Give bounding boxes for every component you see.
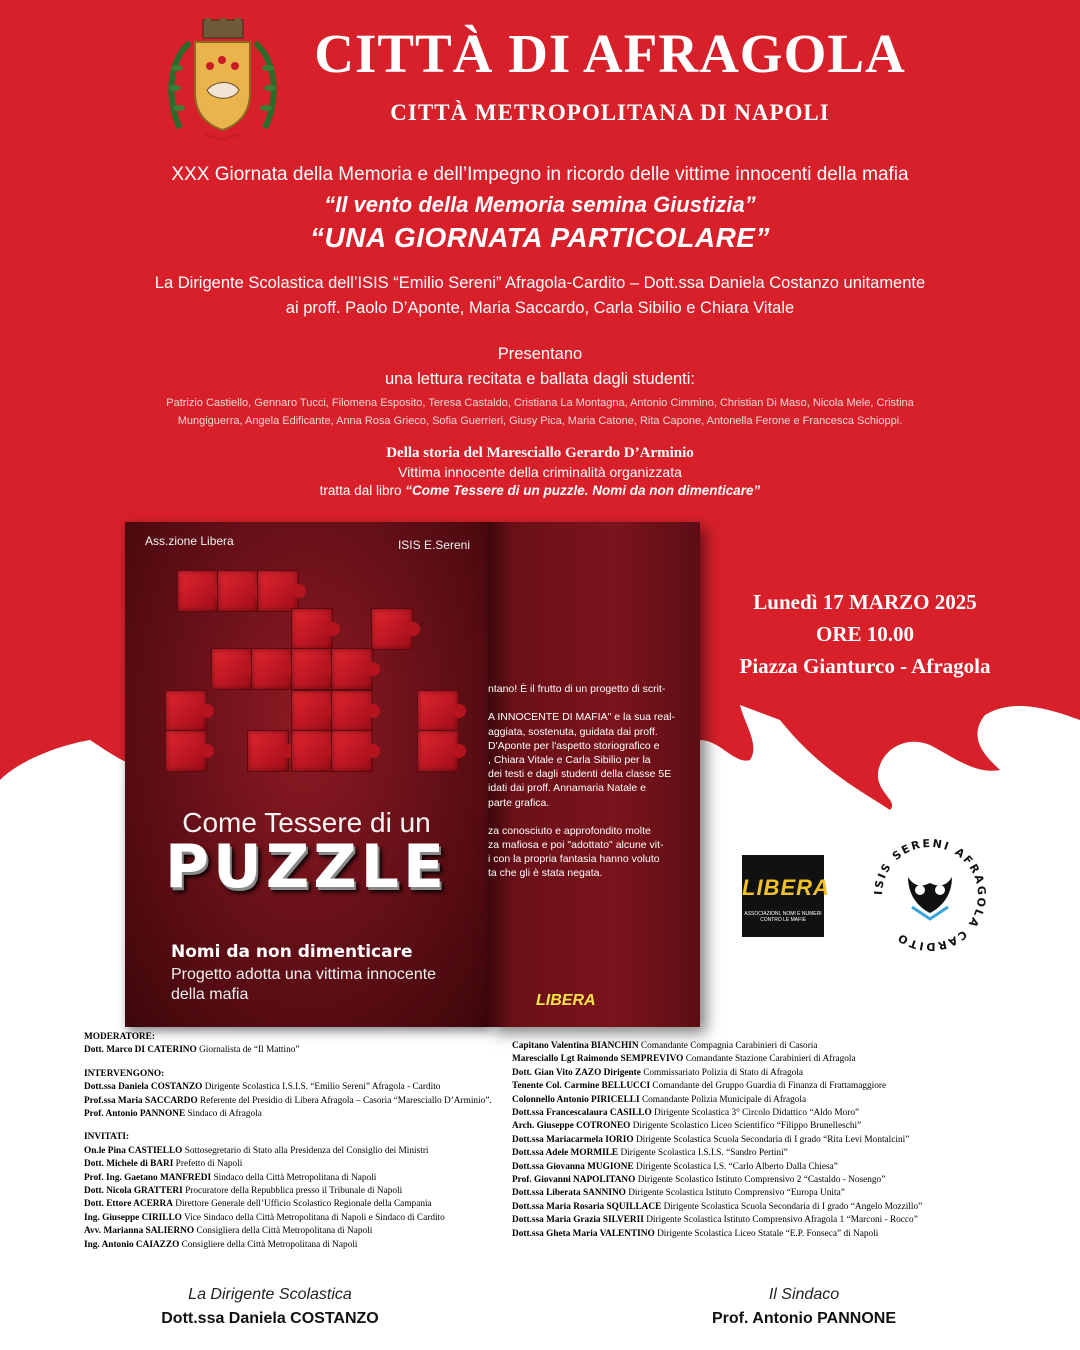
puzzle-piece bbox=[211, 648, 253, 690]
book-back-cover bbox=[488, 522, 700, 1027]
city-title: CITTÀ DI AFRAGOLA bbox=[314, 23, 906, 84]
story-title: Della storia del Maresciallo Gerardo D’Arminio bbox=[386, 445, 694, 461]
libera-logo bbox=[742, 855, 830, 937]
book-front-cover bbox=[125, 522, 488, 1027]
puzzle-piece bbox=[177, 570, 219, 612]
signature-right-name: Prof. Antonio PANNONE bbox=[712, 1310, 896, 1327]
book-back-text bbox=[488, 682, 688, 881]
back-text-line: idati dai proff. Annamaria Natale e bbox=[488, 782, 646, 795]
moderatore-heading: MODERATORE: bbox=[84, 1032, 155, 1042]
puzzle-piece bbox=[217, 570, 259, 612]
principal-line-2: ai proff. Paolo D’Aponte, Maria Saccardo, Carla Sibilio e Chiara Vitale bbox=[285, 299, 795, 317]
signature-right-role: Il Sindaco bbox=[768, 1286, 840, 1303]
list-item: On.le Pina CASTIELLO Sottosegretario di Stato alla Presidenza del Consiglio dei Ministri bbox=[84, 1145, 429, 1156]
student-list: Patrizio Castiello, Gennaro Tucci, Filomena Esposito, Teresa Castaldo, Cristiana La Montagna, Antonio Cimmino, Christian Di Maso, Nicola Mele, Cristina Mungiguerra, Angela Edificante, Anna Rosa Grieco, Sofia Guerrieri, Giusy Pica, Maria Catone, Rita Capone, Antonella Ferone e Francesca Schioppi. bbox=[166, 397, 914, 427]
story-book-prefix: tratta dal libro bbox=[319, 483, 402, 498]
list-item: Prof. Ing. Gaetano MANFREDI Sindaco della Città Metropolitana di Napoli bbox=[84, 1172, 377, 1183]
signature-left-name: Dott.ssa Daniela COSTANZO bbox=[161, 1310, 379, 1327]
back-text-line: ntano! È il frutto di un progetto di scrit- bbox=[488, 683, 666, 695]
list-item: Prof. Antonio PANNONE Sindaco di Afragola bbox=[84, 1109, 262, 1120]
event-info bbox=[715, 586, 1015, 682]
book-school-label: ISIS E.Sereni bbox=[397, 538, 470, 552]
list-item: Tenente Col. Carmine BELLUCCI Comandante del Gruppo Guardia di Finanza di Frattamaggiore bbox=[512, 1081, 887, 1092]
isis-sereni-logo bbox=[870, 835, 990, 955]
list-item: Dott.ssa Liberata SANNINO Dirigente Scolastica Istituto Comprensivo “Europa Unita” bbox=[512, 1188, 845, 1199]
puzzle-piece bbox=[291, 730, 333, 772]
puzzle-piece bbox=[251, 648, 293, 690]
libera-logo-word: LIBERA bbox=[742, 875, 830, 900]
back-text-line: A INNOCENTE DI MAFIA" e la sua real- bbox=[488, 711, 675, 724]
event-time: ORE 10.00 bbox=[815, 622, 914, 646]
list-item: Capitano Valentina BIANCHIN Comandante Compagnia Carabinieri di Casoria bbox=[512, 1041, 818, 1051]
puzzle-piece bbox=[165, 690, 207, 732]
list-item: Prof.ssa Maria SACCARDO Referente del Presidio di Libera Afragola – Casoria “Maresciallo D’Arminio”. bbox=[84, 1095, 492, 1106]
list-item: Dott.ssa Giovanna MUGIONE Dirigente Scolastica I.S. “Carlo Alberto Dalla Chiesa” bbox=[512, 1161, 838, 1172]
list-item: Dott.ssa Francescalaura CASILLO Dirigente Scolastica 3° Circolo Didattico “Aldo Moro” bbox=[512, 1108, 860, 1119]
guest-list-left bbox=[84, 1031, 514, 1252]
story-subtitle: Vittima innocente della criminalità organizzata bbox=[398, 464, 682, 480]
puzzle-piece bbox=[247, 730, 289, 772]
back-text-line bbox=[488, 696, 688, 710]
book-assoc-label: Ass.zione Libera bbox=[145, 534, 234, 548]
event-motto: “Il vento della Memoria semina Giustizia” bbox=[324, 192, 756, 217]
present-line-1: Presentano bbox=[497, 345, 583, 363]
puzzle-piece bbox=[257, 570, 299, 612]
back-text-line: za mafiosa e poi "adottato" alcune vit- bbox=[488, 839, 664, 852]
invitati-heading: INVITATI: bbox=[84, 1132, 130, 1143]
book-title-puzzle: PUZZLE bbox=[165, 832, 448, 902]
puzzle-piece bbox=[291, 690, 333, 732]
book-back-libera-logo: LIBERA bbox=[536, 992, 596, 1009]
list-item: Ing. Antonio CAIAZZO Consigliere della Città Metropolitana di Napoli bbox=[84, 1239, 358, 1250]
puzzle-piece bbox=[331, 648, 373, 690]
list-item: Arch. Giuseppe COTRONEO Dirigente Scolastico Liceo Scientifico “Filippo Brunelleschi” bbox=[512, 1121, 862, 1132]
list-item: Avv. Marianna SALIERNO Consigliera della Città Metropolitana di Napoli bbox=[84, 1226, 373, 1237]
back-text-line: aggiata, sostenuta, guidata dai proff. bbox=[488, 725, 658, 738]
list-item: Dott.ssa Gheta Maria VALENTINO Dirigente Scolastica Liceo Statale “E.P. Fonseca” di Napoli bbox=[512, 1228, 879, 1239]
story-book bbox=[60, 483, 1020, 498]
back-text-line: i con la propria fantasia hanno voluto bbox=[488, 853, 660, 866]
list-item: Prof. Giovanni NAPOLITANO Dirigente Scolastico Istituto Comprensivo 2 “Castaldo - Nosengo” bbox=[512, 1175, 886, 1186]
story-book-title: “Come Tessere di un puzzle. Nomi da non dimenticare” bbox=[405, 483, 761, 498]
list-item: Dott. Michele di BARI Prefetto di Napoli bbox=[84, 1159, 243, 1170]
isis-ring-text: ISIS SERENI AFRAGOLA CARDITO bbox=[871, 836, 989, 954]
principal-line-1: La Dirigente Scolastica dell’ISIS “Emilio Sereni” Afragola-Cardito – Dott.ssa Daniela Costanzo unitamente bbox=[154, 274, 926, 292]
event-place: Piazza Gianturco - Afragola bbox=[739, 654, 991, 678]
signature-left-role: La Dirigente Scolastica bbox=[188, 1286, 352, 1303]
list-item: Colonnello Antonio PIRICELLI Comandante Polizia Municipale di Afragola bbox=[512, 1094, 807, 1105]
puzzle-piece bbox=[165, 730, 207, 772]
intervengono-heading: INTERVENGONO: bbox=[84, 1068, 165, 1079]
book-project: Progetto adotta una vittima innocente della mafia bbox=[171, 966, 437, 1003]
list-item: Dott. Ettore ACERRA Direttore Generale dell’Ufficio Scolastico Regionale della Campania bbox=[84, 1199, 432, 1210]
back-text-line: D'Aponte per l'aspetto storiografico e bbox=[488, 739, 660, 752]
puzzle-piece bbox=[417, 730, 459, 772]
list-item: Maresciallo Lgt Raimondo SEMPREVIVO Comandante Stazione Carabinieri di Afragola bbox=[512, 1054, 856, 1065]
back-text-gap bbox=[488, 810, 688, 824]
puzzle-piece bbox=[371, 608, 413, 650]
puzzle-piece bbox=[291, 608, 333, 650]
puzzle-piece bbox=[331, 730, 373, 772]
list-item: Dott.ssa Mariacarmela IORIO Dirigente Scolastica Scuola Secondaria di I grado “Rita Levi Montalcini” bbox=[512, 1134, 910, 1145]
puzzle-piece bbox=[331, 690, 373, 732]
list-item: Dott.ssa Adele MORMILE Dirigente Scolastica I.S.I.S. “Sandro Pertini” bbox=[512, 1148, 788, 1159]
city-subtitle: CITTÀ METROPOLITANA DI NAPOLI bbox=[390, 100, 830, 125]
back-text-line: za conosciuto e approfondito molte bbox=[488, 824, 651, 837]
event-date: Lunedì 17 MARZO 2025 bbox=[753, 590, 977, 614]
list-item: Dott. Gian Vito ZAZO Dirigente Commissariato Polizia di Stato di Afragola bbox=[512, 1067, 804, 1078]
event-special-title: “UNA GIORNATA PARTICOLARE” bbox=[310, 222, 770, 253]
present-line-2: una lettura recitata e ballata dagli studenti: bbox=[384, 370, 696, 388]
event-line: XXX Giornata della Memoria e dell’Impegno in ricordo delle vittime innocenti della mafia bbox=[171, 164, 909, 185]
afragola-crest-icon bbox=[165, 18, 280, 143]
list-item: Ing. Giuseppe CIRILLO Vice Sindaco della Città Metropolitana di Napoli e Sindaco di Cardito bbox=[84, 1212, 445, 1223]
book-subtitle: Nomi da non dimenticare bbox=[171, 942, 413, 962]
back-text-line: parte grafica. bbox=[488, 796, 550, 809]
book-title: Come Tessere di un bbox=[182, 807, 431, 838]
list-item: Dott.ssa Maria Rosaria SQUILLACE Dirigente Scolastica Scuola Secondaria di I grado “Angelo Mozzillo” bbox=[512, 1201, 923, 1212]
list-item: Dott. Nicola GRATTERI Procuratore della Repubblica presso il Tribunale di Napoli bbox=[84, 1186, 403, 1197]
back-text-line: ta che gli è stata negata. bbox=[488, 867, 603, 880]
back-text-line: , Chiara Vitale e Carla Sibilio per la bbox=[488, 754, 651, 767]
libera-logo-tagline: ASSOCIAZIONI, NOMI E NUMERI CONTRO LE MAFIE bbox=[744, 911, 822, 923]
list-item: Dott. Marco DI CATERINO Giornalista de “Il Mattino” bbox=[84, 1045, 300, 1056]
list-item: Dott.ssa Daniela COSTANZO Dirigente Scolastica I.S.I.S. “Emilio Sereni” Afragola - Cardito bbox=[84, 1082, 441, 1093]
back-text-line: dei testi e dagli studenti della classe 5E bbox=[488, 768, 672, 781]
puzzle-piece bbox=[417, 690, 459, 732]
puzzle-piece bbox=[291, 648, 333, 690]
guest-list-right bbox=[512, 1040, 982, 1241]
list-item: Dott.ssa Maria Grazia SILVERII Dirigente Scolastica Istituto Comprensivo Afragola 1 “Marconi - Rocco” bbox=[512, 1215, 918, 1226]
